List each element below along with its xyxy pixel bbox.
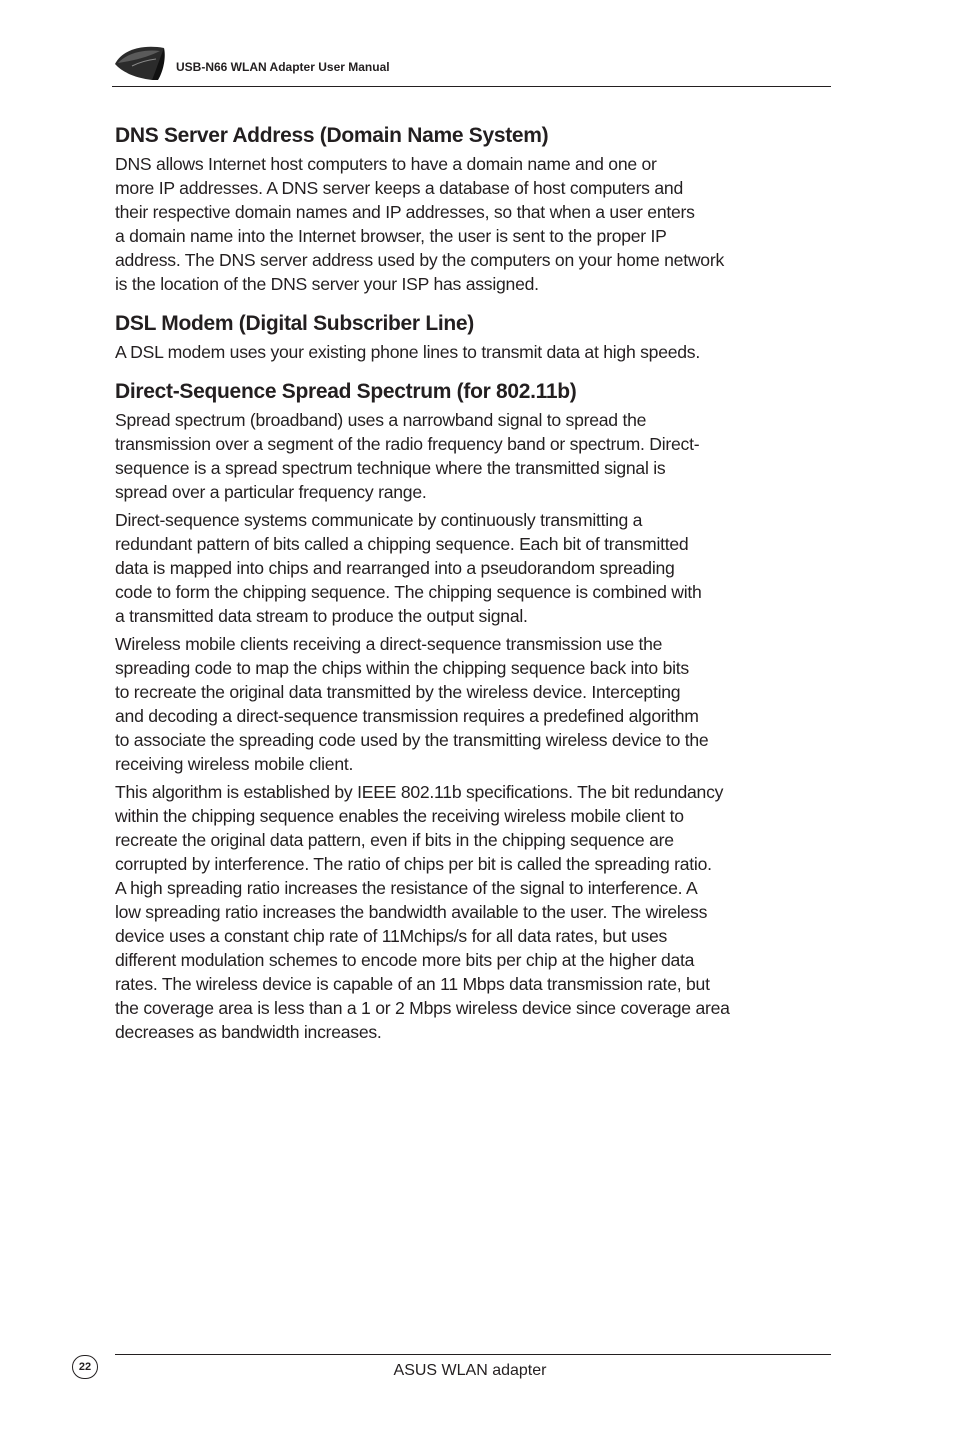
text-line: spreading code to map the chips within the chipping sequence back into bits <box>115 658 689 678</box>
text-line: is the location of the DNS server your ISP has assigned. <box>115 274 539 294</box>
text-line: a transmitted data stream to produce the output signal. <box>115 606 528 626</box>
text-line: Spread spectrum (broadband) uses a narrowband signal to spread the <box>115 410 647 430</box>
router-icon <box>112 42 168 82</box>
text-line: receiving wireless mobile client. <box>115 754 354 774</box>
text-line: Wireless mobile clients receiving a direct-sequence transmission use the <box>115 634 663 654</box>
paragraph <box>115 152 831 296</box>
text-line: to associate the spreading code used by the transmitting wireless device to the <box>115 730 709 750</box>
section-heading-dns: DNS Server Address (Domain Name System) <box>115 124 549 147</box>
text-line: A high spreading ratio increases the resistance of the signal to interference. A <box>115 878 698 898</box>
paragraph <box>115 780 831 1044</box>
text-line: A DSL modem uses your existing phone lines to transmit data at high speeds. <box>115 342 700 362</box>
text-line: rates. The wireless device is capable of an 11 Mbps data transmission rate, but <box>115 974 710 994</box>
text-line: within the chipping sequence enables the receiving wireless mobile client to <box>115 806 684 826</box>
text-line: decreases as bandwidth increases. <box>115 1022 382 1042</box>
section-heading-dsl-modem: DSL Modem (Digital Subscriber Line) <box>115 312 474 335</box>
manual-title: USB-N66 WLAN Adapter User Manual <box>176 60 390 74</box>
footer-divider <box>115 1354 831 1355</box>
text-line: sequence is a spread spectrum technique where the transmitted signal is <box>115 458 666 478</box>
text-line: a domain name into the Internet browser, the user is sent to the proper IP <box>115 226 667 246</box>
text-line: low spreading ratio increases the bandwidth available to the user. The wireless <box>115 902 708 922</box>
text-line: and decoding a direct-sequence transmission requires a predefined algorithm <box>115 706 699 726</box>
text-line: to recreate the original data transmitted by the wireless device. Intercepting <box>115 682 681 702</box>
section-heading-dsss: Direct-Sequence Spread Spectrum (for 802.11b) <box>115 380 577 403</box>
text-line: the coverage area is less than a 1 or 2 Mbps wireless device since coverage area <box>115 998 730 1018</box>
text-line: corrupted by interference. The ratio of chips per bit is called the spreading ratio. <box>115 854 712 874</box>
text-line: code to form the chipping sequence. The chipping sequence is combined with <box>115 582 702 602</box>
text-line: Direct-sequence systems communicate by continuously transmitting a <box>115 510 643 530</box>
paragraph <box>115 632 831 776</box>
text-line: address. The DNS server address used by the computers on your home network <box>115 250 724 270</box>
paragraph <box>115 408 831 504</box>
text-line: more IP addresses. A DNS server keeps a database of host computers and <box>115 178 683 198</box>
text-line: spread over a particular frequency range. <box>115 482 427 502</box>
text-line: data is mapped into chips and rearranged into a pseudorandom spreading <box>115 558 675 578</box>
footer-label: ASUS WLAN adapter <box>393 1362 547 1379</box>
text-line: recreate the original data pattern, even if bits in the chipping sequence are <box>115 830 674 850</box>
text-line: device uses a constant chip rate of 11Mchips/s for all data rates, but uses <box>115 926 668 946</box>
text-line: their respective domain names and IP addresses, so that when a user enters <box>115 202 695 222</box>
page-number-badge: 22 <box>72 1355 98 1379</box>
header-divider <box>112 86 831 87</box>
text-line: transmission over a segment of the radio frequency band or spectrum. Direct- <box>115 434 700 454</box>
paragraph <box>115 340 831 364</box>
page-content <box>115 120 831 1044</box>
text-line: different modulation schemes to encode more bits per chip at the higher data <box>115 950 695 970</box>
text-line: DNS allows Internet host computers to have a domain name and one or <box>115 154 657 174</box>
text-line: This algorithm is established by IEEE 802.11b specifications. The bit redundancy <box>115 782 724 802</box>
text-line: redundant pattern of bits called a chipping sequence. Each bit of transmitted <box>115 534 689 554</box>
paragraph <box>115 508 831 628</box>
